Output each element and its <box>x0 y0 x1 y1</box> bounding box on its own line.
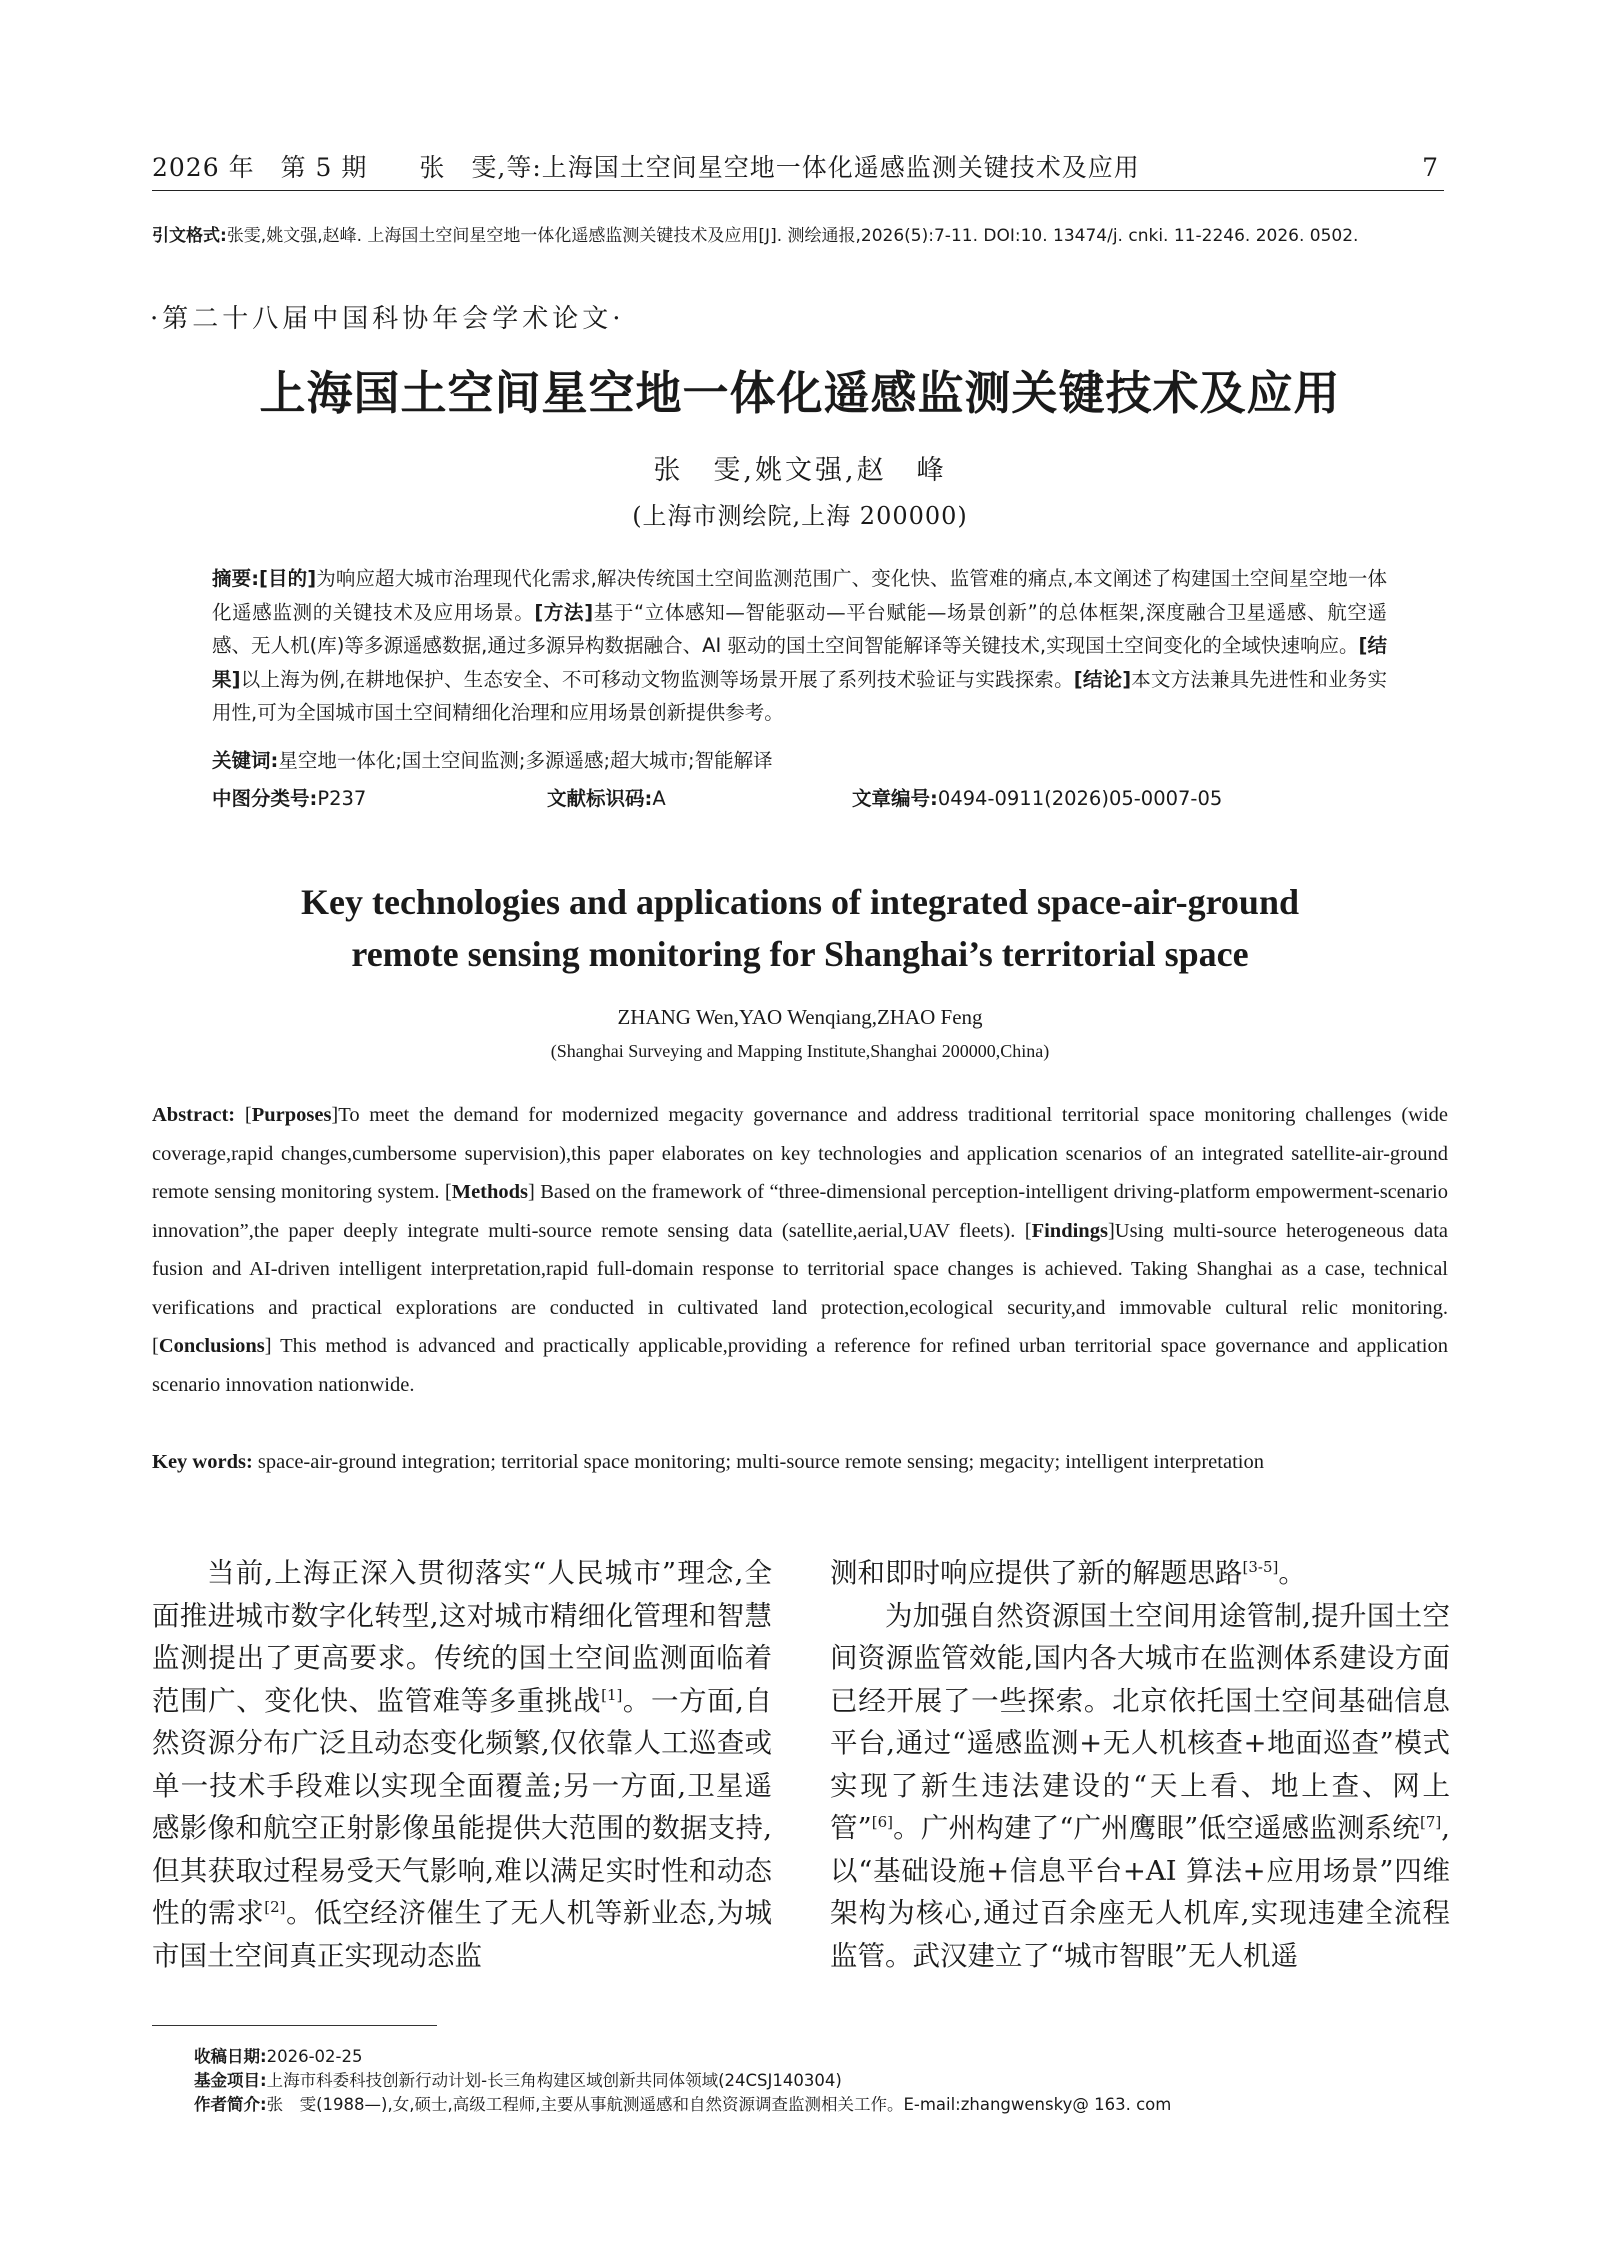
footnote-author: 作者简介:张 雯(1988—),女,硕士,高级工程师,主要从事航测遥感和自然资源调查监测相关工作。E-mail:zhangwensky@ 163. com <box>194 2095 1172 2114</box>
classification-number: 中图分类号:P237 <box>212 787 367 810</box>
special-column-label: ·第二十八届中国科协年会学术论文· <box>150 304 625 334</box>
footnotes <box>194 2045 1454 2117</box>
keywords-cn-label: 关键词: <box>212 749 279 772</box>
authors-english: ZHANG Wen,YAO Wenqiang,ZHAO Feng <box>617 1005 983 1029</box>
citation-format <box>152 222 1452 251</box>
abstract-cn-conclusion: 本文方法兼具先进性和业务实用性,可为全国城市国土空间精细化治理和应用场景创新提供参考。 <box>212 667 1387 724</box>
citation-ref: [7] <box>1420 1812 1442 1831</box>
keywords-cn-text: 星空地一体化;国土空间监测;多源遥感;超大城市;智能解译 <box>278 749 773 772</box>
abstract-cn-purpose: 为响应超大城市治理现代化需求,解决传统国土空间监测范围广、变化快、监管难的痛点,本文阐述了构建国土空间星空地一体化遥感监测的关键技术及应用场景。 <box>212 567 1387 624</box>
title-chinese: 上海国土空间星空地一体化遥感监测关键技术及应用 <box>259 366 1341 420</box>
abstract-cn-tag-purpose: [目的] <box>259 567 317 590</box>
document-code: 文献标识码:A <box>547 787 666 810</box>
abstract-en-tag-conclusions: Conclusions <box>158 1335 265 1357</box>
affiliation-english: (Shanghai Surveying and Mapping Institute,Shanghai 200000,China) <box>550 1041 1050 1061</box>
abstract-en-tag-findings: Findings <box>1031 1219 1108 1242</box>
abstract-en-methods: Based on the framework of “three-dimensional perception-intelligent driving-platform empowerment-scenario innovation”,the paper deeply integrate multi-source remote sensing data (satellite,aerial,UAV fleets). <box>152 1181 1448 1242</box>
abstract-en-tag-purposes: Purposes <box>251 1104 332 1126</box>
affiliation-chinese: (上海市测绘院,上海 200000) <box>632 502 968 530</box>
title-english <box>0 876 1600 980</box>
article-number: 文章编号:0494-0911(2026)05-0007-05 <box>852 787 1223 810</box>
title-en-line1: Key technologies and applications of integrated space-air-ground <box>301 882 1299 922</box>
abstract-cn-tag-conclusion: [结论] <box>1073 667 1132 691</box>
citation-text: 张雯,姚文强,赵峰. 上海国土空间星空地一体化遥感监测关键技术及应用[J]. 测绘通报,2026(5):7-11. DOI:10. 13474/j. cnki. 11-2246. 2026. 0502. <box>226 226 1359 246</box>
abstract-en-findings: Using multi-source heterogeneous data fusion and AI-driven intelligent interpretation,rapid full-domain response to territorial space changes is achieved. Taking Shanghai as a case, technical verifications and practical explorations are conducted in cultivated land protection,ecological security,and immovable cultural relic monitoring. <box>152 1219 1448 1319</box>
body-paragraph-continued: 测和即时响应提供了新的解题思路[3-5]。 <box>830 1557 1306 1589</box>
citation-label: 引文格式: <box>152 226 227 246</box>
abstract-cn-tag-method: [方法] <box>534 600 594 624</box>
keywords-english <box>152 1443 1448 1481</box>
abstract-chinese <box>212 562 1387 730</box>
title-en-line2: remote sensing monitoring for Shanghai’s territorial space <box>351 934 1249 974</box>
body-column-right <box>830 1552 1450 1977</box>
body-paragraph: 为加强自然资源国土空间用途管制,提升国土空间资源监管效能,国内各大城市在监测体系建设方面已经开展了一些探索。北京依托国土空间基础信息平台,通过“遥感监测+无人机核查+地面巡查”模式实现了新生违法建设的“天上看、地上查、网上管”[6]。广州构建了“广州鹰眼”低空遥感监测系统[7],以“基础设施+信息平台+AI 算法+应用场景”四维架构为核心,通过百余座无人机库,实现违建全流程监管。武汉建立了“城市智眼”无人机遥 <box>830 1599 1450 1972</box>
footnote-divider <box>152 2025 437 2026</box>
keywords-en-label: Key words: <box>152 1451 253 1473</box>
footnote-fund: 基金项目:上海市科委科技创新行动计划-长三角构建区域创新共同体领域(24CSJ140304) <box>194 2071 842 2090</box>
authors-chinese: 张 雯,姚文强,赵 峰 <box>653 455 947 486</box>
abstract-english: Abstract: [Purposes]To meet the demand for modernized megacity governance and address traditional territorial space monitoring challenges (wide coverage,rapid changes,cumbersome supervision),this paper elaborates on key technologies and application scenarios of an integrated satellite-air-ground remote sensing monitoring system. [Methods] Based on the framework of “three-dimensional perception-intelligent driving-platform empowerment-scenario innovation”,the paper deeply integrate multi-source remote sensing data (satellite,aerial,UAV fleets). [Findings]Using multi-source heterogeneous data fusion and AI-driven intelligent interpretation,rapid full-domain response to territorial space changes is achieved. Taking Shanghai as a case, technical verifications and practical explorations are conducted in cultivated land protection,ecological security,and immovable cultural relic monitoring. [Conclusions] This method is advanced and practically applicable,providing a reference for refined urban territorial space governance and application scenario innovation nationwide. <box>152 1104 1449 1396</box>
abstract-en-purposes: To meet the demand for modernized megacity governance and address traditional territorial space monitoring challenges (wide coverage,rapid changes,cumbersome supervision),this paper elaborates on key technologies and application scenarios of an integrated satellite-air-ground remote sensing monitoring system. <box>152 1104 1449 1203</box>
running-header <box>152 150 1444 191</box>
footnote-received: 收稿日期:2026-02-25 <box>194 2047 363 2066</box>
abstract-cn-label: 摘要: <box>212 567 259 590</box>
abstract-cn-tag-result: [结果] <box>212 634 1387 691</box>
abstract-cn-result: 以上海为例,在耕地保护、生态安全、不可移动文物监测等场景开展了系列技术验证与实践探索。 <box>240 667 1074 691</box>
header-journal-info: 2026 年 第 5 期 张 雯,等:上海国土空间星空地一体化遥感监测关键技术及应用 <box>152 153 1140 182</box>
citation-ref: [1] <box>601 1685 623 1704</box>
article-meta-row <box>212 783 1387 815</box>
citation-ref: [3-5] <box>1242 1557 1279 1576</box>
citation-ref: [6] <box>871 1812 893 1831</box>
abstract-en-tag-methods: Methods <box>451 1181 529 1203</box>
abstract-cn-method: 基于“立体感知—智能驱动—平台赋能—场景创新”的总体框架,深度融合卫星遥感、航空遥感、无人机(库)等多源遥感数据,通过多源异构数据融合、AI 驱动的国土空间智能解译等关键技术,实现国土空间变化的全域快速响应。 <box>212 600 1387 657</box>
keywords-en-text: space-air-ground integration; territorial space monitoring; multi-source remote sensing; megacity; intelligent interpretation <box>257 1451 1264 1473</box>
keywords-chinese <box>212 745 1387 777</box>
page-number: 7 <box>1422 153 1438 182</box>
body-paragraph: 当前,上海正深入贯彻落实“人民城市”理念,全面推进城市数字化转型,这对城市精细化管理和智慧监测提出了更高要求。传统的国土空间监测面临着范围广、变化快、监管难等多重挑战[1]。一方面,自然资源分布广泛且动态变化频繁,仅依靠人工巡查或单一技术手段难以实现全面覆盖;另一方面,卫星遥感影像和航空正射影像虽能提供大范围的数据支持,但其获取过程易受天气影响,难以满足实时性和动态性的需求[2]。低空经济催生了无人机等新业态,为城市国土空间真正实现动态监 <box>152 1557 772 1972</box>
abstract-en-label: Abstract: <box>152 1104 236 1126</box>
citation-ref: [2] <box>264 1897 286 1916</box>
abstract-en-conclusions: This method is advanced and practically applicable,providing a reference for refined urban territorial space governance and application scenario innovation nationwide. <box>152 1335 1448 1396</box>
body-column-left <box>152 1552 772 1977</box>
